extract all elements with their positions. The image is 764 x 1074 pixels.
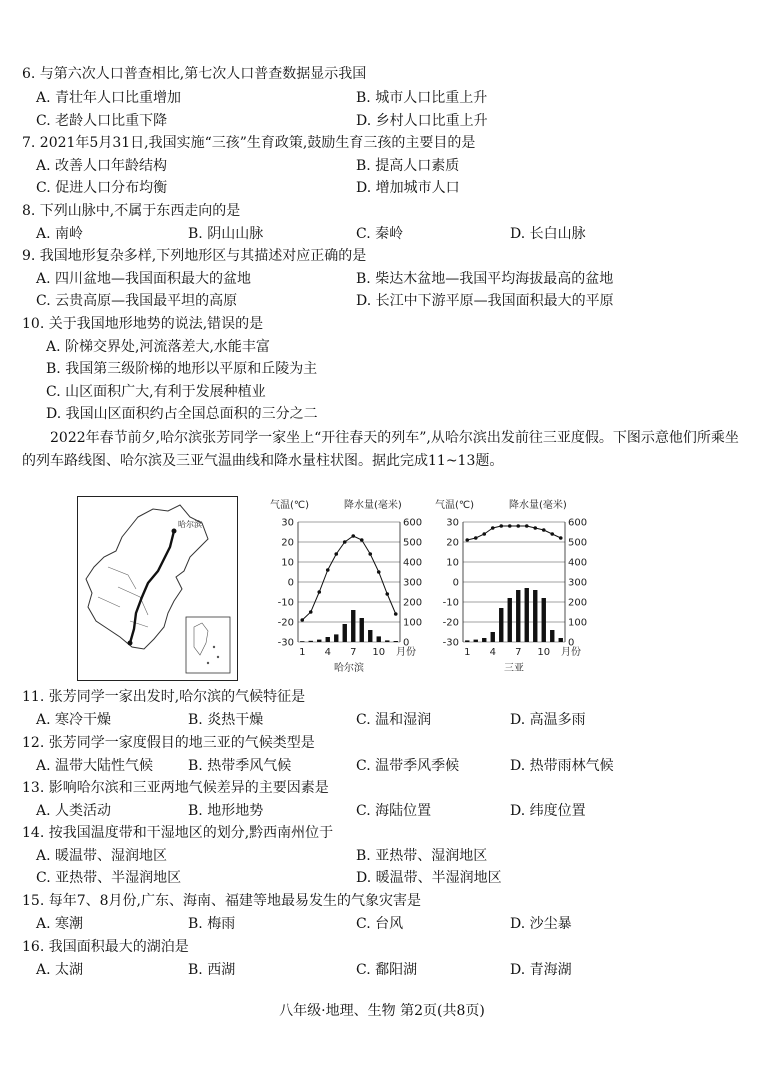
precip-bar bbox=[499, 608, 503, 642]
precip-bar bbox=[550, 630, 554, 642]
temp-tick-label: -30 bbox=[442, 637, 459, 649]
question-stem: 6. 与第六次人口普查相比,第七次人口普查数据显示我国 bbox=[22, 66, 367, 82]
option-a: A. 暖温带、湿润地区 bbox=[36, 848, 168, 864]
temperature-point bbox=[334, 552, 338, 556]
temperature-point bbox=[394, 612, 398, 616]
temp-tick-label: -20 bbox=[442, 617, 459, 629]
precip-bar bbox=[516, 590, 520, 642]
option-c: C. 秦岭 bbox=[356, 226, 404, 242]
city-label: 哈尔滨 bbox=[334, 663, 364, 674]
reading-passage: 2022年春节前夕,哈尔滨张芳同学一家坐上“开往春天的列车”,从哈尔滨出发前往三亚度假。下图示意他们所乘坐的列车路线图、哈尔滨及三亚气温曲线和降水量柱状图。据此完成11~13题。 bbox=[22, 430, 739, 469]
precip-tick-label: 500 bbox=[568, 537, 588, 549]
option-d: D. 纬度位置 bbox=[510, 803, 586, 819]
option-b: B. 柴达木盆地—我国平均海拔最高的盆地 bbox=[356, 271, 614, 287]
option-b: B. 我国第三级阶梯的地形以平原和丘陵为主 bbox=[46, 361, 318, 377]
x-tick-label: 4 bbox=[489, 647, 496, 658]
temp-tick-label: 10 bbox=[446, 557, 459, 569]
right-axis-label: 降水量(毫米) bbox=[344, 500, 402, 511]
option-c: C. 促进人口分布均衡 bbox=[36, 180, 168, 196]
precip-bar bbox=[474, 640, 478, 642]
option-a: A. 四川盆地—我国面积最大的盆地 bbox=[36, 271, 252, 287]
precip-tick-label: 300 bbox=[403, 577, 423, 589]
option-a: A. 寒冷干燥 bbox=[36, 712, 112, 728]
temperature-point bbox=[300, 618, 304, 622]
question-stem: 13. 影响哈尔滨和三亚两地气候差异的主要因素是 bbox=[22, 780, 329, 796]
option-a: A. 阶梯交界处,河流落差大,水能丰富 bbox=[46, 339, 270, 355]
city-label: 三亚 bbox=[504, 663, 524, 674]
option-d: D. 增加城市人口 bbox=[356, 180, 460, 196]
option-b: B. 梅雨 bbox=[188, 916, 236, 932]
x-tick-label: 10 bbox=[537, 647, 551, 658]
precip-bar bbox=[533, 590, 537, 642]
temp-tick-label: -10 bbox=[442, 597, 459, 609]
temperature-point bbox=[525, 524, 529, 528]
precip-tick-label: 100 bbox=[403, 617, 423, 629]
temp-tick-label: 20 bbox=[281, 537, 294, 549]
question-stem: 15. 每年7、8月份,广东、海南、福建等地最易发生的气象灾害是 bbox=[22, 893, 421, 909]
precip-bar bbox=[525, 588, 529, 642]
precip-tick-label: 100 bbox=[568, 617, 588, 629]
temperature-point bbox=[317, 590, 321, 594]
question-stem: 10. 关于我国地形地势的说法,错误的是 bbox=[22, 316, 264, 332]
option-c: C. 海陆位置 bbox=[356, 803, 432, 819]
precip-tick-label: 200 bbox=[568, 597, 588, 609]
temperature-point bbox=[491, 526, 495, 530]
question-stem: 9. 我国地形复杂多样,下列地形区与其描述对应正确的是 bbox=[22, 248, 367, 264]
precip-tick-label: 200 bbox=[403, 597, 423, 609]
question-stem: 16. 我国面积最大的湖泊是 bbox=[22, 939, 189, 955]
precip-bar bbox=[334, 634, 338, 642]
china-outline-map bbox=[78, 497, 237, 680]
precip-bar bbox=[368, 630, 372, 642]
precip-bar bbox=[465, 640, 469, 642]
x-unit-label: 月份 bbox=[396, 647, 416, 658]
option-c: C. 山区面积广大,有利于发展种植业 bbox=[46, 384, 266, 400]
option-b: B. 亚热带、湿润地区 bbox=[356, 848, 488, 864]
x-tick-label: 7 bbox=[515, 647, 522, 658]
temp-tick-label: -10 bbox=[277, 597, 294, 609]
option-d: D. 乡村人口比重上升 bbox=[356, 113, 488, 129]
option-c: C. 老龄人口比重下降 bbox=[36, 113, 168, 129]
temp-tick-label: 0 bbox=[287, 577, 294, 589]
precip-bar bbox=[385, 640, 389, 642]
option-d: D. 高温多雨 bbox=[510, 712, 586, 728]
question-stem: 12. 张芳同学一家度假目的地三亚的气候类型是 bbox=[22, 735, 315, 751]
option-d: D. 我国山区面积约占全国总面积的三分之二 bbox=[46, 406, 318, 422]
option-b: B. 炎热干燥 bbox=[188, 712, 264, 728]
precip-tick-label: 300 bbox=[568, 577, 588, 589]
temperature-point bbox=[499, 524, 503, 528]
precip-bar bbox=[508, 598, 512, 642]
precip-bar bbox=[542, 598, 546, 642]
temperature-line bbox=[302, 536, 396, 620]
precip-bar bbox=[326, 637, 330, 642]
precip-tick-label: 500 bbox=[403, 537, 423, 549]
option-a: A. 青壮年人口比重增加 bbox=[36, 90, 182, 106]
x-unit-label: 月份 bbox=[561, 647, 581, 658]
page-footer: 八年级·地理、生物 第2页(共8页) bbox=[279, 1003, 485, 1019]
temperature-point bbox=[482, 532, 486, 536]
precip-tick-label: 0 bbox=[568, 637, 575, 649]
sanya-climate-chart bbox=[433, 496, 593, 680]
x-tick-label: 10 bbox=[372, 647, 386, 658]
temperature-point bbox=[351, 534, 355, 538]
precip-bar bbox=[360, 618, 364, 642]
train-route-map bbox=[77, 496, 238, 681]
option-c: C. 温和湿润 bbox=[356, 712, 432, 728]
precip-bar bbox=[482, 638, 486, 642]
temperature-point bbox=[368, 552, 372, 556]
option-b: B. 阴山山脉 bbox=[188, 226, 264, 242]
temperature-point bbox=[377, 570, 381, 574]
option-d: D. 长江中下游平原—我国面积最大的平原 bbox=[356, 293, 614, 309]
option-b: B. 提高人口素质 bbox=[356, 158, 460, 174]
harbin-climate-chart bbox=[268, 496, 428, 680]
precip-bar bbox=[343, 624, 347, 642]
question-stem: 14. 按我国温度带和干湿地区的划分,黔西南州位于 bbox=[22, 825, 334, 841]
right-axis-label: 降水量(毫米) bbox=[509, 500, 567, 511]
precip-bar bbox=[351, 610, 355, 642]
temperature-point bbox=[474, 536, 478, 540]
temperature-line bbox=[467, 526, 561, 540]
precip-bar bbox=[559, 638, 563, 642]
temp-tick-label: 30 bbox=[281, 517, 294, 529]
temp-tick-label: 0 bbox=[452, 577, 459, 589]
precip-tick-label: 400 bbox=[568, 557, 588, 569]
question-stem: 11. 张芳同学一家出发时,哈尔滨的气候特征是 bbox=[22, 689, 306, 705]
precip-bar bbox=[491, 632, 495, 642]
option-d: D. 沙尘暴 bbox=[510, 916, 572, 932]
left-axis-label: 气温(℃) bbox=[270, 500, 310, 511]
temp-tick-label: 20 bbox=[446, 537, 459, 549]
left-axis-label: 气温(℃) bbox=[435, 500, 475, 511]
harbin-label: 哈尔滨 bbox=[178, 520, 202, 529]
precip-bar bbox=[309, 641, 313, 642]
option-a: A. 改善人口年龄结构 bbox=[36, 158, 168, 174]
precip-bar bbox=[317, 640, 321, 642]
temp-tick-label: -30 bbox=[277, 637, 294, 649]
precip-tick-label: 600 bbox=[568, 517, 588, 529]
temperature-point bbox=[533, 526, 537, 530]
temperature-point bbox=[542, 528, 546, 532]
option-a: A. 寒潮 bbox=[36, 916, 84, 932]
option-d: D. 热带雨林气候 bbox=[510, 758, 614, 774]
precip-tick-label: 600 bbox=[403, 517, 423, 529]
temperature-point bbox=[309, 610, 313, 614]
temperature-point bbox=[385, 592, 389, 596]
south-sea-inset bbox=[186, 617, 230, 673]
temperature-point bbox=[360, 538, 364, 542]
precip-bar bbox=[300, 641, 304, 642]
question-stem: 8. 下列山脉中,不属于东西走向的是 bbox=[22, 203, 241, 219]
precip-tick-label: 0 bbox=[403, 637, 410, 649]
temperature-point bbox=[550, 532, 554, 536]
option-c: C. 云贵高原—我国最平坦的高原 bbox=[36, 293, 238, 309]
option-a: A. 南岭 bbox=[36, 226, 84, 242]
option-a: A. 太湖 bbox=[36, 962, 84, 978]
option-a: A. 人类活动 bbox=[36, 803, 112, 819]
precip-bar bbox=[377, 636, 381, 642]
train-route-line bbox=[130, 531, 174, 643]
temperature-point bbox=[516, 524, 520, 528]
temperature-point bbox=[559, 536, 563, 540]
option-a: A. 温带大陆性气候 bbox=[36, 758, 154, 774]
option-c: C. 台风 bbox=[356, 916, 404, 932]
option-b: B. 城市人口比重上升 bbox=[356, 90, 488, 106]
x-tick-label: 7 bbox=[350, 647, 357, 658]
option-b: B. 地形地势 bbox=[188, 803, 264, 819]
temperature-point bbox=[508, 524, 512, 528]
option-b: B. 西湖 bbox=[188, 962, 236, 978]
option-d: D. 长白山脉 bbox=[510, 226, 586, 242]
x-tick-label: 1 bbox=[464, 647, 471, 658]
option-c: C. 鄱阳湖 bbox=[356, 962, 418, 978]
temp-tick-label: -20 bbox=[277, 617, 294, 629]
temperature-point bbox=[343, 540, 347, 544]
option-b: B. 热带季风气候 bbox=[188, 758, 292, 774]
temperature-point bbox=[326, 568, 330, 572]
temp-tick-label: 10 bbox=[281, 557, 294, 569]
option-d: D. 青海湖 bbox=[510, 962, 572, 978]
option-c: C. 温带季风季候 bbox=[356, 758, 460, 774]
temp-tick-label: 30 bbox=[446, 517, 459, 529]
question-stem: 7. 2021年5月31日,我国实施“三孩”生育政策,鼓励生育三孩的主要目的是 bbox=[22, 135, 476, 151]
x-tick-label: 1 bbox=[299, 647, 306, 658]
precip-bar bbox=[394, 641, 398, 642]
option-c: C. 亚热带、半湿润地区 bbox=[36, 870, 182, 886]
option-d: D. 暖温带、半湿润地区 bbox=[356, 870, 502, 886]
precip-tick-label: 400 bbox=[403, 557, 423, 569]
x-tick-label: 4 bbox=[324, 647, 331, 658]
temperature-point bbox=[465, 538, 469, 542]
